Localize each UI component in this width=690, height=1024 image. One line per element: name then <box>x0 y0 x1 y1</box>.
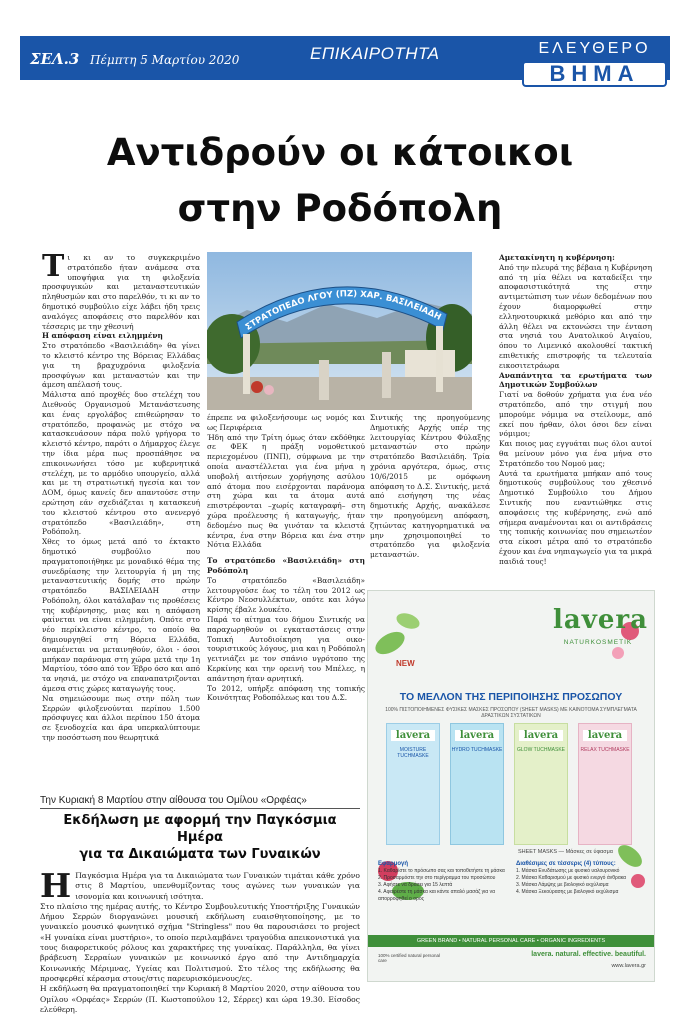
paragraph: Αυτά τα ερωτήματα μπήκαν από τους δημοτικούς συμβούλους του χθεσινό Δημοτικό Συμβούλιο του Δήμου Σιντικής που εναντιώθηκε στις αποφάσεις της κυβέρνησης, ενώ από σήμερα αναμένονται και οι αντιδράσεις της τοπικής κοινωνίας που σημειωτέον στα είκοσι μέτρα από το στρατόπεδο έχουν και ένα νηπιαγωγείο για τα μικρά παιδιά τους! <box>499 468 652 566</box>
article-title <box>40 125 640 237</box>
type-item: 4. Μάσκα Ξεκούρασης με βιολογικό εκχύλισμα <box>516 889 619 895</box>
pack-label: GLOW TUCHMASKE <box>517 747 565 753</box>
paragraph: έπρεπε να φιλοξενήσουμε ως νομός και ως Περιφέρεια <box>207 413 365 432</box>
ad-brand-logo: lavera <box>553 605 648 635</box>
event-title-line-1: Εκδήλωση με αφορμή την Παγκόσμια Ημέρα <box>63 813 337 845</box>
paragraph: Στο στρατόπεδο «Βασιλειάδη» θα γίνει το κλειστό κέντρο της Βόρειας Ελλάδας για τη βραχυχρόνια φιλοξενία προσφύγων και μεταναστών και την άμεση απέλασή τους. <box>42 341 200 390</box>
ad-headline: ΤΟ ΜΕΛΛΟΝ ΤΗΣ ΠΕΡΙΠΟΙΗΣΗΣ ΠΡΟΣΩΠΟΥ <box>399 691 623 703</box>
types-title: Διαθέσιμες σε τέσσερις (4) τύπους: <box>516 861 616 867</box>
paragraph: Παγκόσμια Ημέρα για τα Δικαιώματα των Γυναικών τιμάται κάθε χρόνο στις 8 Μαρτίου, υπενθυμίζοντας τους αγώνες των γυναικών για ισονομία και κοινωνική ισότητα. <box>75 871 360 901</box>
ad-certification: 100% certified natural personal care <box>378 953 441 963</box>
subheading: Το στρατόπεδο «Βασιλειάδη» στη Ροδόπολη <box>207 556 365 575</box>
ad-types <box>516 861 646 896</box>
issue-date: Πέμπτη 5 Μαρτίου 2020 <box>90 53 240 67</box>
ad-slogan: lavera. natural. effective. beautiful. <box>531 951 646 958</box>
pack-brand: lavera <box>583 730 627 741</box>
subheading: Η απόφαση είναι ειλημμένη <box>42 331 163 341</box>
subheading: Αναπάντητα τα ερωτήματα των Δημοτικών Συμβούλων <box>499 370 652 390</box>
article-column-4 <box>499 253 652 567</box>
event-title <box>40 812 360 863</box>
event-body <box>40 866 360 1015</box>
ad-footer-tags: GREEN BRAND • NATURAL PERSONAL CARE • ORGANIC INGREDIENTS <box>368 935 654 947</box>
event-article <box>40 795 360 1015</box>
dropcap: Τ <box>42 249 65 284</box>
event-title-line-2: για τα Δικαιώματα των Γυναικών <box>79 847 321 862</box>
usage-step: 1. Καθαρίστε το πρόσωπο σας και τοποθετήστε τη μάσκα <box>378 868 505 874</box>
paragraph: Το στρατόπεδο «Βασιλειάδη» λειτουργούσε έως το τέλη του 2012 ως Κέντρο Νεοσυλλέκτων, οπότε και λόγω κρίσης έβαλε λουκέτο. <box>207 575 365 615</box>
paragraph: Στο πλαίσιο της ημέρας αυτής, το Κέντρο Συμβουλευτικής Υποστήριξης Γυναικών Δήμου Σερρών διοργανώνει μουσική εκδήλωση ευαισθητοποίησης, με το γυναικείο μουσικό φωνητικό σχήμα "Stringless" που θα παρουσιάσει το project «Η γυναίκα είναι μυστήριο», το οποίο περιλαμβάνει τραγούδια απεικονιστικά για τους διαφορετικούς ρόλους και χαρακτήρες της γυναίκας. Παράλληλα, θα γίνει βράβευση Σερραίων γυναικών με κοινωνικό έργο από την Αντιδημαρχία Κοινωνικής Μέριμνας, Υγείας και Πολιτισμού. Στο τέλος της εκδήλωσης θα προσφερθεί κέρασμα στους/στις παρευρισκόμενους/ες. <box>40 901 360 983</box>
usage-step: 4. Αφαιρέστε τη μάσκα και κάντε απαλό μασάζ για να απορροφηθεί ο ορός <box>378 889 495 902</box>
gate-sign-text: ΣΤΡΑΤΟΠΕΔΟ ΛΓΟΥ (ΠΖ) ΧΑΡ. ΒΑΣΙΛΕΙΑΔΗ <box>243 289 443 333</box>
article-column-2 <box>207 413 365 703</box>
paragraph: Μάλιστα από προχθές δυο στελέχη του Διεθνούς Οργανισμού Μετανάστευσης και ένας εργολάβος επιθεώρησαν το στρατόπεδο, προφανώς με στόχο να κατασκευάσουν πάρα πολύ γρήγορα το κλειστό κέντρο, παρότι ο Δήμαρχος έλεγε την ίδια μέρα πως προσπάθησε να επικοινωνήσει τόσο με κυβερνητικά στελέχη, με το αρμόδιο υπουργείο, αλλά και με τη στρατιωτική ηγεσία και τον ΔΟΜ, όμως κανείς δεν απαντούσε στην ερώτηση εάν σχεδιάζεται η κατασκευή του κλειστού κέντρου στο ανενεργό στρατόπεδο «Βασιλειάδη», στη Ροδόπολη. <box>42 390 200 537</box>
paragraph: Από την πλευρά της βέβαια η Κυβέρνηση από τη μία θέλει να καταδείξει την αποφασιστικότητά της στην αντιμετώπιση των νέων δεδομένων που έχουν διαμορφωθεί στην ελληνοτουρκικά μεθόριο και από την άλλη θέλει να εκτονώσει την ένταση στα νησιά του Ανατολικού Αιγαίου, όπου το Λιμενικό ακολουθεί τακτική επιθετικής επιστροφής τα τελευταία εικοσιτετράωρα <box>499 262 652 370</box>
ad-subline: 100% ΠΙΣΤΟΠΟΙΗΜΕΝΕΣ ΦΥΣΙΚΕΣ ΜΑΣΚΕΣ ΠΡΟΣΩΠΟΥ (SHEET MASKS) ΜΕ ΚΑΙΝΟΤΟΜΑ ΣΥΜΠΛΕΓΜΑΤΑ ΔΡΑΣΤΙΚΩΝ ΣΥΣΤΑΤΙΚΩΝ <box>385 707 637 719</box>
product-pack <box>450 723 504 845</box>
title-line-2: στην Ροδόπολη <box>177 187 503 230</box>
subheading: Αμετακίνητη η κυβέρνηση: <box>499 253 615 262</box>
pack-label: HYDRO TUCHMASKE <box>451 747 503 753</box>
ad-url: www.lavera.gr <box>611 963 646 969</box>
sheet-masks-label: SHEET MASKS — Μάσκες σε ύφασμα <box>518 849 613 855</box>
usage-step: 3. Αφήστε να δράσει για 15 λεπτά <box>378 882 453 888</box>
ad-usage <box>378 861 506 903</box>
ad-brand-sub: NATURKOSMETIK <box>563 639 633 646</box>
article-column-1 <box>42 249 200 743</box>
ad-new-badge: NEW <box>396 659 415 668</box>
usage-step: 2. Προσαρμόστε την στο περίγραμμα του προσώπου <box>378 875 496 881</box>
dropcap: Η <box>40 866 72 905</box>
masthead-top: ΕΛΕΥΘΕΡΟ <box>538 40 651 57</box>
paragraph: Χθες το όμως μετά από το έκτακτο δημοτικό συμβούλιο που πραγματοποιήθηκε με μοναδικό θέμα της συνεδρίασης την λειτουργία ή μη της μεταναστευτικής δομής στο πρώην στρατόπεδο ΒΑΣΙΛΕΙΑΔΗ στην Ροδόπολη, όλοι κατάλαβαν τις προθέσεις της κυβέρνησης, μιας και η απόφαση φαίνεται να είναι ειλημμένη. Οπότε στο νέο περίκλειστο κέντρο, το οποίο θα δημιουργηθεί στη Βόρεια Ελλάδα, αναμένεται να μεταινηθούν, όλοι - όσοι μπήκαν παράνομα στη χώρα μετά την 1η Μαρτίου, τόσο από τον Έβρο όσο και από τα νησιά, με στόχο να επαναπατριζονται άμεσα στις χώρες καταγωγής τους. <box>42 537 200 694</box>
paragraph: Και ποιος μας εγγυάται πως όλοι αυτοί θα μείνουν μόνο για ένα μήνα στο Στρατόπεδο του Νομού μας; <box>499 439 652 468</box>
article-column-3 <box>370 413 490 560</box>
event-kicker: Την Κυριακή 8 Μαρτίου στην αίθουσα του Ομίλου «Ορφέας» <box>40 795 360 809</box>
paragraph: ι κι αν το συγκεκριμένο στρατόπεδο ήταν ανάμεσα στα υποψήφια για τη φιλοξενία προσφυγικών και μεταναστευτικών πληθυσμών και στο παρελθόν, τι κι αν το δημοτικό συμβούλιο είχε λάβει ήδη τρεις αναλόγες αποφάσεις στο παρελθόν και τέσσερις με την χθεσινή <box>42 253 200 331</box>
paragraph: Να σημειώσουμε πως στην πόλη των Σερρών φιλοξενούνται περίπου 1.500 πρόσφυγες και άλλοι περίπου 150 άτομα σε ξενοδοχεία και άρα υπερκαλύπτουμε την ποσόστωση που θεωρητικά <box>42 693 200 743</box>
camp-entrance-photo <box>207 252 472 410</box>
usage-title: Εφαρμογή <box>378 861 409 867</box>
type-item: 3. Μάσκα Λάμψης με βιολογικό εκχύλισμα <box>516 882 609 888</box>
lavera-advertisement <box>367 590 655 982</box>
product-pack <box>514 723 568 845</box>
paragraph: Σιντικής της προηγούμενης Δημοτικής Αρχής υπέρ της λειτουργίας Κέντρου Φύλαξης μεταναστών στο πρώην στρατόπεδο Βασιλειάδη. Τρία χρόνια αργότερα, όμως, στις 10/6/2015 με ομόφωνη απόφαση το Δ.Σ. Σιντικής, μετά από εισήγηση της νέας δημοτικής Αρχής, ανακάλεσε την προηγούμενη απόφαση, ζητώντας κατηγορηματικά να μην χρησιμοποιηθεί το στρατόπεδο για φιλοξενία μεταναστών. <box>370 413 490 560</box>
camp-photo-illustration <box>207 252 472 410</box>
pack-brand: lavera <box>519 730 563 741</box>
paragraph: Γιατί να δοθούν χρήματα για ένα νέο στρατόπεδο, από την στιγμή που μπορούμε νόμιμα να στείλουμε, από εκεί που ήρθαν, όλοι όσοι δεν είναι νόμιμοι; <box>499 390 652 439</box>
pack-brand: lavera <box>391 730 435 741</box>
product-pack <box>386 723 440 845</box>
title-line-1: Αντιδρούν οι κάτοικοι <box>106 131 574 174</box>
paragraph: Ήδη από την Τρίτη όμως όταν εκδόθηκε σε ΦΕΚ η πράξη νομοθετικού περιεχομένου (ΠΝΠ), σύμφωνα με την οποία αναστέλλεται για ένα μήνα η υποβολή αιτήσεων χορήγησης ασύλου από άτομα που εισέρχονται παράνομα στη χώρα και τα άτομα αυτά επιστρέφονται –χωρίς καταγραφή– στη χώρα προέλευσης ή καταγωγής, ήταν δεδομένο πως θα γινόταν τα κλειστά κέντρα, ένα στην Βόρεια και ένα στην Νότια Ελλάδα <box>207 432 365 550</box>
pack-brand: lavera <box>455 730 499 741</box>
section-label: ΕΠΙΚΑΙΡΟΤΗΤΑ <box>310 44 440 63</box>
pack-label: RELAX TUCHMASKE <box>580 747 630 753</box>
type-item: 2. Μάσκα Καθαρισμού με φυσικό ενεργό άνθρακα <box>516 875 627 881</box>
page-number: ΣΕΛ.3 <box>30 50 80 68</box>
masthead-logo: ΒΗΜΑ <box>522 61 667 87</box>
paragraph: Η εκδήλωση θα πραγματοποιηθεί την Κυριακή 8 Μαρτίου 2020, στην αίθουσα του Ομίλου «Ορφέας» Σερρών (Π. Κωστοπούλου 12, Σέρρες) και ώρα 19.30. Είσοδος ελεύθερη. <box>40 984 360 1014</box>
product-pack <box>578 723 632 845</box>
pack-label: MOISTURE TUCHMASKE <box>397 747 429 759</box>
paragraph: Το 2012, υπήρξε απόφαση της τοπικής Κοινότητας Ροδοπόλεως και του Δ.Σ. <box>207 683 365 703</box>
type-item: 1. Μάσκα Ενυδάτωσης με φυσικό υαλουρονικό <box>516 868 620 874</box>
paragraph: Παρά το αίτημα του δήμου Σιντικής να παραχωρηθούν οι εγκαταστάσεις στην Τοπική Αυτοδιοίκηση για οικο-τουριστικούς λόγους, μια και η Ροδόπολη γειτνιάζει με τον σπάνιο υγρότοπο της Κερκίνης και την ορεινή του Μπέλες, η απάντηση ήταν αρνητική. <box>207 614 365 683</box>
